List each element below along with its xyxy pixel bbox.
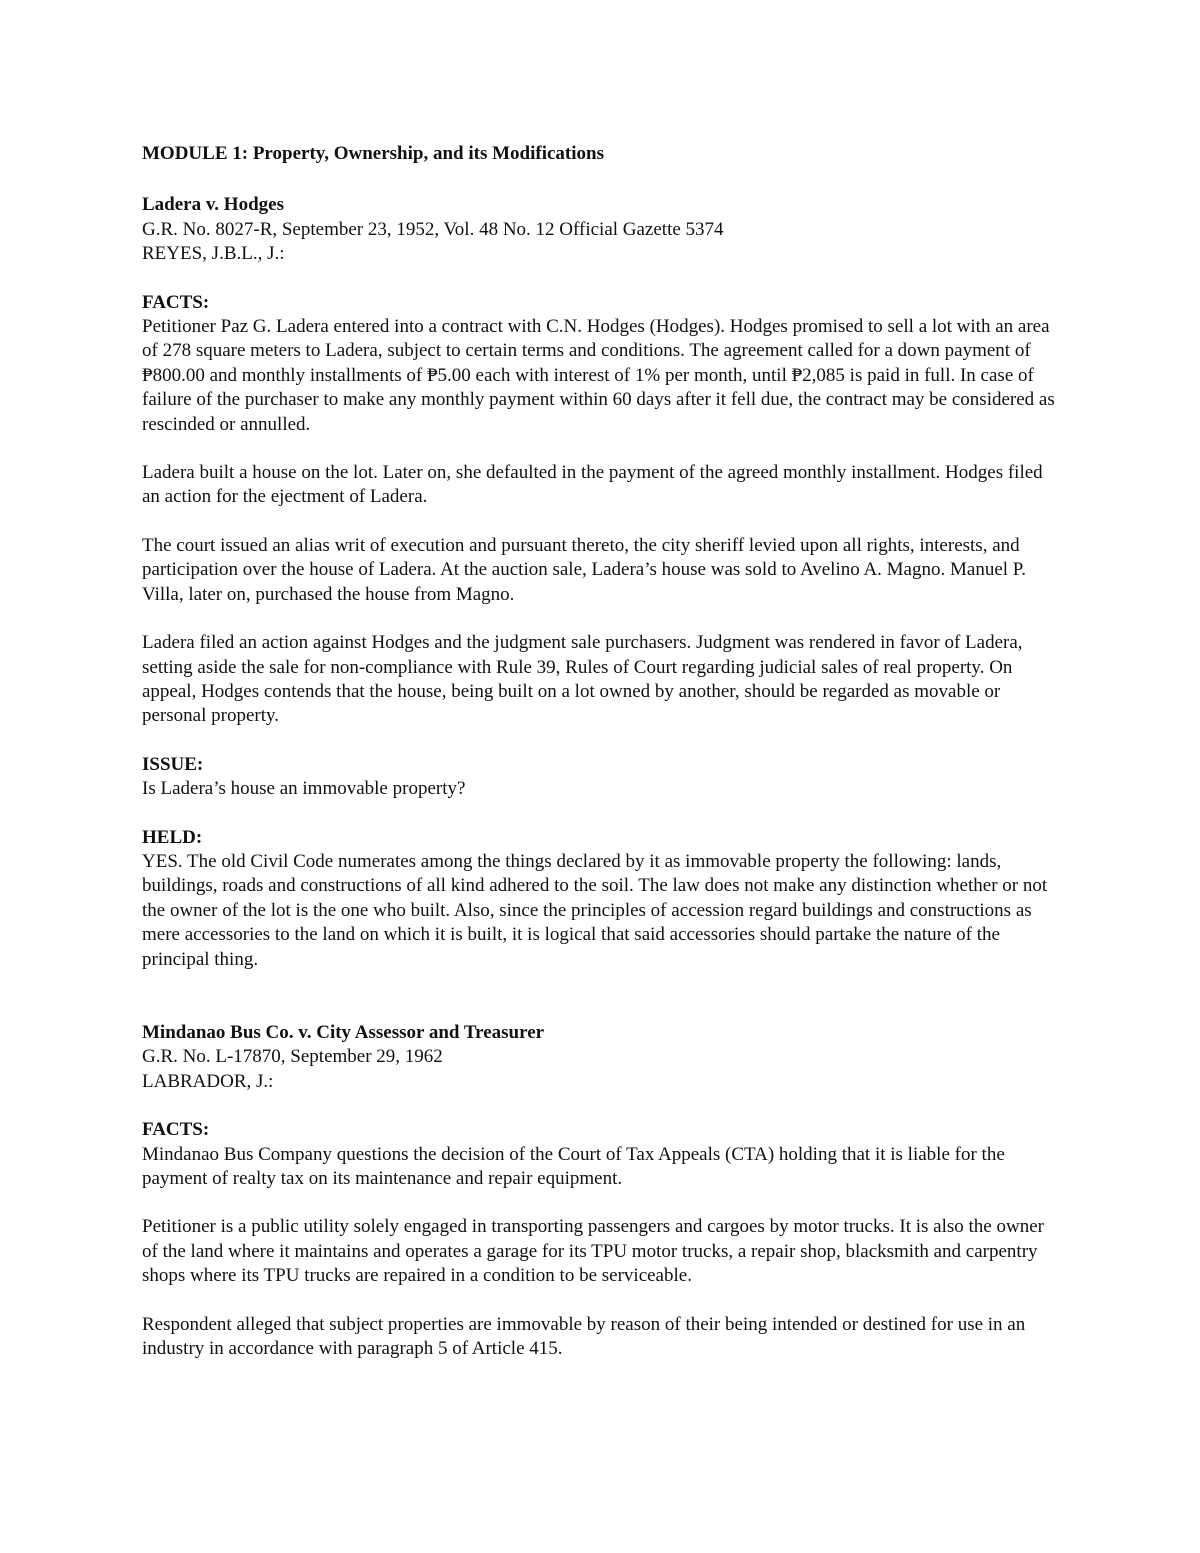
facts-heading: FACTS: xyxy=(142,1119,210,1141)
case-title: Mindanao Bus Co. v. City Assessor and Treasurer xyxy=(142,1021,545,1043)
facts-paragraph: Mindanao Bus Company questions the decision of the Court of Tax Appeals (CTA) holding that it is liable for the payment of realty tax on its maintenance and repair equipment. xyxy=(142,1143,1005,1189)
case-ladera-v-hodges xyxy=(142,193,1062,972)
facts-paragraph: Petitioner Paz G. Ladera entered into a contract with C.N. Hodges (Hodges). Hodges promised to sell a lot with an area of 278 square meters to Ladera, subject to certain terms and conditions. The agreement called for a down payment of ₱800.00 and monthly installments of ₱5.00 each with interest of 1% per month, until ₱2,085 is paid in full. In case of failure of the purchaser to make any monthly payment within 60 days after it fell due, the contract may be considered as rescinded or annulled. xyxy=(142,316,1055,435)
held-text: YES. The old Civil Code numerates among the things declared by it as immovable property the following: lands, buildings, roads and constructions of all kind adhered to the soil. The law does not make any distinction whether or not the owner of the lot is the one who built. Also, since the principles of accession regard buildings and constructions as mere accessories to the land on which it is built, it is logical that said accessories should partake the nature of the principal thing. xyxy=(142,850,1048,970)
facts-paragraph: Ladera filed an action against Hodges and the judgment sale purchasers. Judgment was rendered in favor of Ladera, setting aside the sale for non-compliance with Rule 39, Rules of Court regarding judicial sales of real property. On appeal, Hodges contends that the house, being built on a lot owned by another, should be regarded as movable or personal property. xyxy=(142,632,1023,727)
facts-paragraph: Petitioner is a public utility solely engaged in transporting passengers and cargoes by motor trucks. It is also the owner of the land where it maintains and operates a garage for its TPU motor trucks, a repair shop, blacksmith and carpentry shops where its TPU trucks are repaired in a condition to be serviceable. xyxy=(142,1216,1044,1287)
document-page xyxy=(142,142,1062,1361)
facts-paragraph: Respondent alleged that subject properties are immovable by reason of their being intended or destined for use in an industry in accordance with paragraph 5 of Article 415. xyxy=(142,1313,1026,1360)
facts-paragraph: The court issued an alias writ of execution and pursuant thereto, the city sheriff levied upon all rights, interests, and participation over the house of Ladera. At the auction sale, Ladera’s house was sold to Avelino A. Magno. Manuel P. Villa, later on, purchased the house from Magno. xyxy=(142,534,1026,605)
facts-paragraph: Ladera built a house on the lot. Later on, she defaulted in the payment of the agreed monthly installment. Hodges filed an action for the ejectment of Ladera. xyxy=(142,462,1043,508)
case-ponente: REYES, J.B.L., J.: xyxy=(142,243,285,265)
issue-heading: ISSUE: xyxy=(142,753,204,775)
module-title: MODULE 1: Property, Ownership, and its Modifications xyxy=(142,143,604,164)
case-citation: G.R. No. L-17870, September 29, 1962 xyxy=(142,1046,443,1068)
case-ponente: LABRADOR, J.: xyxy=(142,1070,274,1092)
case-mindanao-bus-co xyxy=(142,1021,1062,1361)
issue-text: Is Ladera’s house an immovable property? xyxy=(142,778,466,800)
case-citation: G.R. No. 8027-R, September 23, 1952, Vol. 48 No. 12 Official Gazette 5374 xyxy=(142,218,724,240)
case-title: Ladera v. Hodges xyxy=(142,194,284,216)
facts-heading: FACTS: xyxy=(142,291,210,313)
held-heading: HELD: xyxy=(142,826,203,848)
